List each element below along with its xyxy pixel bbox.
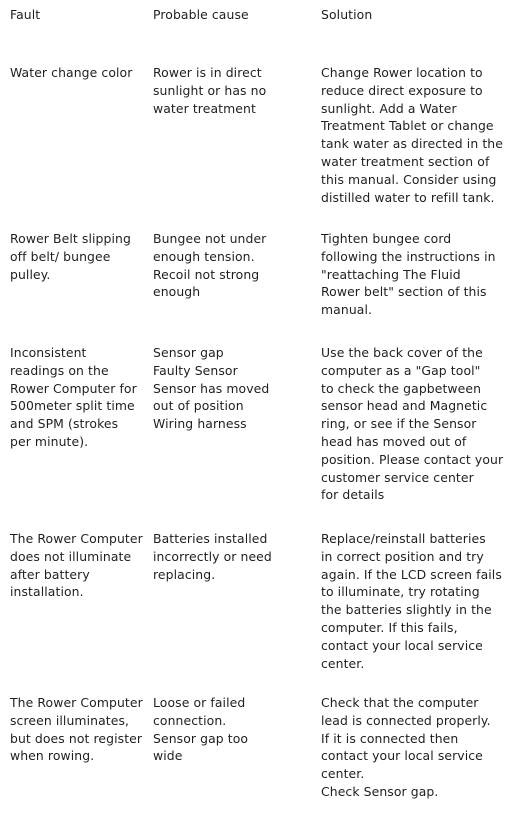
fault-cell: Water change color xyxy=(10,65,133,80)
solution-cell: Tighten bungee cord following the instructions in "reattaching The Fluid Rower belt" section of this manual. xyxy=(321,231,496,318)
cause-cell: Bungee not under enough tension. Recoil not strong enough xyxy=(153,231,267,300)
header-probable-cause: Probable cause xyxy=(153,7,249,22)
fault-cell: Rower Belt slipping off belt/ bungee pulley. xyxy=(10,231,131,282)
fault-cell: The Rower Computer does not illuminate after battery installation. xyxy=(10,531,143,600)
table-header xyxy=(0,6,510,24)
solution-cell: Replace/reinstall batteries in correct position and try again. If the LCD screen fails to illuminate, try rotating the batteries slightly in the computer. If this fails, contact your local service center. xyxy=(321,531,502,671)
fault-cell: The Rower Computer screen illuminates, but does not register when rowing. xyxy=(10,695,143,764)
header-fault: Fault xyxy=(10,7,41,22)
cause-cell: Batteries installed incorrectly or need replacing. xyxy=(153,531,272,582)
cause-cell: Rower is in direct sunlight or has no water treatment xyxy=(153,65,267,116)
solution-cell: Change Rower location to reduce direct exposure to sunlight. Add a Water Treatment Tablet or change tank water as directed in the water treatment section of this manual. Consider using distilled water to refill tank. xyxy=(321,65,503,205)
header-solution: Solution xyxy=(321,7,373,22)
solution-cell: Check that the computer lead is connected properly. If it is connected then contact your local service center. Check Sensor gap. xyxy=(321,695,491,799)
cause-cell: Loose or failed connection. Sensor gap too wide xyxy=(153,695,249,764)
cause-cell: Sensor gap Faulty Sensor Sensor has moved out of position Wiring harness xyxy=(153,345,270,432)
solution-cell: Use the back cover of the computer as a "Gap tool" to check the gapbetween sensor head and Magnetic ring, or see if the Sensor head has moved out of position. Please contact your customer service center for details xyxy=(321,345,504,503)
fault-cell: Inconsistent readings on the Rower Computer for 500meter split time and SPM (strokes per minute). xyxy=(10,345,137,449)
